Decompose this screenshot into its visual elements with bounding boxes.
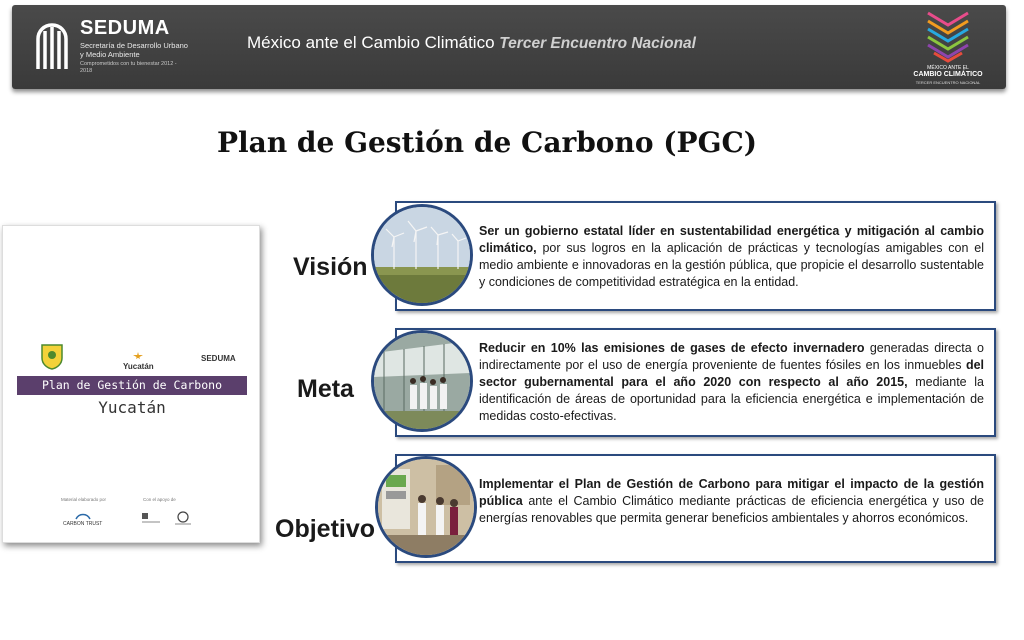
event-logo-line2: CAMBIO CLIMÁTICO xyxy=(913,71,983,78)
cover-logos xyxy=(33,344,243,374)
wind-turbines-icon xyxy=(374,207,470,303)
seduma-logo xyxy=(30,17,190,81)
vision-box xyxy=(395,201,996,311)
meta-box xyxy=(395,328,996,437)
cover-logo-seduma: SEDUMA xyxy=(201,354,236,363)
seduma-tagline: Comprometidos con tu bienestar 2012 - 2018 xyxy=(80,61,177,74)
carbon-trust-icon xyxy=(74,513,92,521)
event-logo xyxy=(910,7,986,87)
carbon-trust-logo: CARBON TRUST xyxy=(63,513,102,527)
label-vision: Visión xyxy=(293,253,368,281)
document-cover xyxy=(2,225,260,543)
seduma-name: SEDUMA xyxy=(80,17,170,39)
uk-crest-icon xyxy=(173,510,193,526)
meeting-photo xyxy=(371,330,473,432)
event-logo-icon xyxy=(910,7,986,65)
header-title xyxy=(247,33,696,53)
objetivo-box xyxy=(395,454,996,563)
partner-logo-icon xyxy=(141,512,161,526)
wind-farm-photo xyxy=(371,204,473,306)
cover-logo-yucatan: Yucatán xyxy=(123,352,154,371)
header-bar xyxy=(12,5,1006,89)
seduma-mark-icon xyxy=(30,21,74,73)
label-objetivo: Objetivo xyxy=(275,515,376,543)
vision-text: Ser un gobierno estatal líder en sustentabilidad energética y mitigación al cambio climático, por sus logros en la aplicación de prácticas y tecnologías amigables con el medio ambiente e innovadoras en la gestión pública, que propicie el desarrollo sustentable y condiciones de competitividad estratégica en la entidad. xyxy=(479,224,984,289)
yucatan-shield-icon xyxy=(41,344,63,370)
page-title: Plan de Gestión de Carbono (PGC) xyxy=(216,126,758,159)
cover-title-band: Plan de Gestión de Carbono xyxy=(17,376,247,395)
people-greenhouse-icon xyxy=(374,333,470,429)
label-meta: Meta xyxy=(297,375,354,403)
yucatan-star-icon xyxy=(131,352,145,362)
objetivo-text: Implementar el Plan de Gestión de Carbono para mitigar el impacto de la gestión pública ante el Cambio Climático mediante prácticas de eficiencia energética y uso de energías renovables que permita generar beneficios ambientales y ahorros económicos. xyxy=(479,477,984,525)
meta-text: Reducir en 10% las emisiones de gases de efecto invernadero generadas directa o indirectamente por el uso de energía proveniente de fuentes fósiles en los inmuebles del sector gubernamental para el año 2020 con respecto al año 2015, mediante la identificación de áreas de oportunidad para la eficiencia energética e implementación de medidas costo-efectivas. xyxy=(479,341,984,423)
cover-footer-left: Material elaborado por xyxy=(61,497,107,502)
header-title-main: México ante el Cambio Climático xyxy=(247,33,495,52)
exhibit-photo xyxy=(375,456,477,558)
cover-footer-right: Con el apoyo de xyxy=(143,497,176,502)
cover-subtitle: Yucatán xyxy=(98,398,166,417)
header-title-sub: Tercer Encuentro Nacional xyxy=(499,35,696,52)
people-exhibit-icon xyxy=(378,459,474,555)
event-logo-line1: MÉXICO ANTE EL xyxy=(927,65,969,71)
seduma-subtitle: Secretaría de Desarrollo Urbano y Medio Ambiente xyxy=(80,41,188,59)
event-logo-line3: TERCER ENCUENTRO NACIONAL xyxy=(915,80,981,85)
